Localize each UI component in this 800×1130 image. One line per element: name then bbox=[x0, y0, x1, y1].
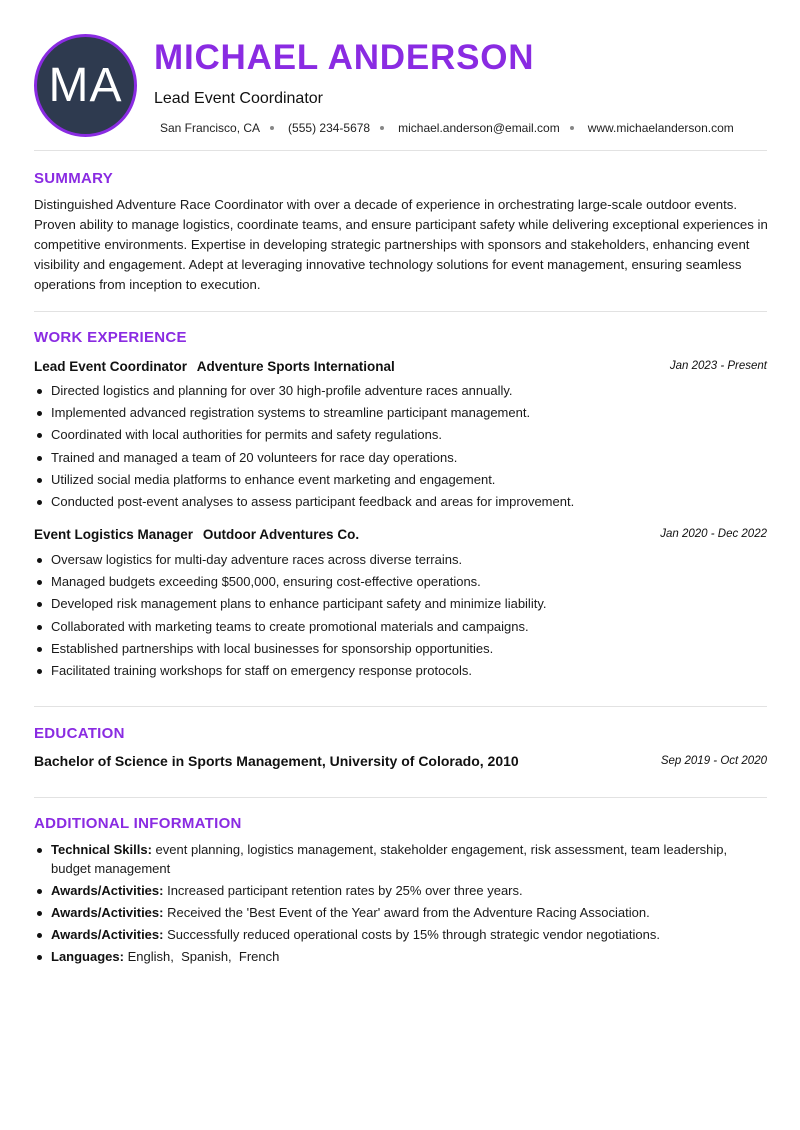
contact-bar bbox=[160, 121, 734, 135]
job-title: Event Logistics Manager bbox=[34, 527, 194, 542]
job-dates: Jan 2023 - Present bbox=[669, 360, 767, 372]
list-item: Facilitated training workshops for staff on emergency response protocols. bbox=[34, 660, 767, 682]
education-heading: EDUCATION bbox=[34, 725, 125, 742]
job-bullet-list bbox=[34, 380, 767, 513]
list-item bbox=[34, 904, 767, 923]
info-label: Technical Skills: bbox=[51, 842, 152, 857]
list-item: Coordinated with local authorities for permits and safety regulations. bbox=[34, 424, 767, 446]
list-item: Conducted post-event analyses to assess participant feedback and areas for improvement. bbox=[34, 491, 767, 513]
list-item bbox=[34, 841, 767, 878]
work-experience-heading: WORK EXPERIENCE bbox=[34, 329, 187, 346]
education-degree: Bachelor of Science in Sports Management, University of Colorado, 2010 bbox=[34, 753, 519, 769]
job-dates: Jan 2020 - Dec 2022 bbox=[660, 528, 767, 540]
contact-website[interactable]: www.michaelanderson.com bbox=[587, 121, 734, 135]
info-text: Received the 'Best Event of the Year' award from the Adventure Racing Association. bbox=[167, 904, 650, 920]
resume-header bbox=[34, 34, 767, 138]
section-divider bbox=[34, 150, 767, 151]
info-label: Awards/Activities: bbox=[51, 926, 164, 942]
list-item: Developed risk management plans to enhance participant safety and minimize liability. bbox=[34, 593, 767, 615]
avatar bbox=[34, 34, 137, 137]
candidate-name: MICHAEL ANDERSON bbox=[154, 38, 535, 77]
contact-location: San Francisco, CA bbox=[160, 121, 261, 135]
summary-heading: SUMMARY bbox=[34, 170, 114, 187]
summary-text: Distinguished Adventure Race Coordinator with over a decade of experience in orchestrating large-scale outdoor events. Proven ability to manage logistics, coordinate teams, and ensure participant safety while delivering exceptional experiences in competitive environments. Expertise in developing strategic partnerships with sponsors and stakeholders, enhancing event visibility and engagement. Adept at leveraging innovative technology solutions for event management, ensuring seamless operations from inception to execution. bbox=[34, 197, 768, 292]
list-item bbox=[34, 882, 767, 901]
separator-dot bbox=[270, 126, 274, 130]
list-item: Managed budgets exceeding $500,000, ensuring cost-effective operations. bbox=[34, 571, 767, 593]
contact-email[interactable]: michael.anderson@email.com bbox=[398, 121, 560, 135]
separator-dot bbox=[380, 126, 384, 130]
info-label: Awards/Activities: bbox=[51, 904, 164, 920]
additional-info-heading: ADDITIONAL INFORMATION bbox=[34, 815, 242, 832]
list-item bbox=[34, 926, 767, 945]
job-bullet-list bbox=[34, 549, 767, 682]
info-text: Increased participant retention rates by 25% over three years. bbox=[167, 882, 523, 898]
education-entry bbox=[34, 753, 767, 773]
list-item: Oversaw logistics for multi-day adventure races across diverse terrains. bbox=[34, 549, 767, 571]
job-title: Lead Event Coordinator bbox=[34, 359, 188, 374]
list-item: Collaborated with marketing teams to create promotional materials and campaigns. bbox=[34, 616, 767, 638]
list-item: Utilized social media platforms to enhance event marketing and engagement. bbox=[34, 469, 767, 491]
section-divider bbox=[34, 706, 767, 707]
info-label: Awards/Activities: bbox=[51, 882, 164, 898]
separator-dot bbox=[570, 126, 574, 130]
list-item: Established partnerships with local businesses for sponsorship opportunities. bbox=[34, 638, 767, 660]
job-header bbox=[34, 359, 767, 377]
education-dates: Sep 2019 - Oct 2020 bbox=[660, 755, 767, 767]
info-text: Successfully reduced operational costs by 15% through strategic vendor negotiations. bbox=[167, 926, 660, 942]
list-item bbox=[34, 948, 767, 967]
info-text: English, Spanish, French bbox=[127, 949, 280, 964]
list-item: Implemented advanced registration systems to streamline participant management. bbox=[34, 402, 767, 424]
list-item: Directed logistics and planning for over 30 high-profile adventure races annually. bbox=[34, 380, 767, 402]
candidate-role: Lead Event Coordinator bbox=[154, 90, 323, 107]
info-text: event planning, logistics management, stakeholder engagement, risk assessment, team leadership, budget management bbox=[51, 842, 731, 876]
job-company: Outdoor Adventures Co. bbox=[202, 527, 360, 542]
section-divider bbox=[34, 311, 767, 312]
list-item: Trained and managed a team of 20 volunteers for race day operations. bbox=[34, 447, 767, 469]
additional-info-list bbox=[34, 841, 767, 970]
section-divider bbox=[34, 797, 767, 798]
info-label: Languages: bbox=[51, 949, 124, 964]
contact-phone[interactable]: (555) 234-5678 bbox=[288, 121, 371, 135]
job-company: Adventure Sports International bbox=[196, 359, 395, 374]
avatar-initials: MA bbox=[48, 59, 123, 112]
job-header bbox=[34, 527, 767, 545]
